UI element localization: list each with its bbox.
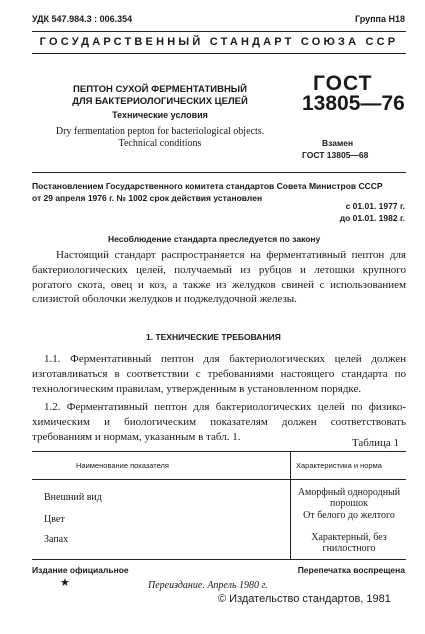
paragraph-1-2: 1.2. Ферментативный пептон для бактериологических целей по физико-химическим и биологическим показателям должен соответствовать требованиям и нормам, указанным в табл. 1. (32, 401, 406, 443)
valid-from: с 01.01. 1977 г. (345, 201, 405, 211)
top-rule (32, 31, 406, 32)
decree-text (32, 180, 383, 204)
copyright: © Издательство стандартов, 1981 (218, 593, 391, 605)
title-rule (32, 172, 406, 173)
title-line-2: ДЛЯ БАКТЕРИОЛОГИЧЕСКИХ ЦЕЛЕЙ (72, 96, 248, 107)
title-line-1: ПЕПТОН СУХОЙ ФЕРМЕНТАТИВНЫЙ (73, 84, 247, 95)
table-column-divider (290, 452, 291, 559)
intro-paragraph: Настоящий стандарт распространяется на ферментативный пептон для бактериологических целей, получаемый из рубцов и летошки крупного рогатого скота, овец и коз, а также из желудков свиней с использованием слизистой оболочки желудков и поджелудочной железы. (32, 249, 406, 306)
official-edition: Издание официальное (32, 565, 129, 575)
legal-notice: Несоблюдение стандарта преследуется по закону (108, 234, 321, 244)
table-row-value: От белого до желтого (303, 510, 395, 521)
decree-line-2: от 29 апреля 1976 г. № 1002 срок действия установлен (32, 193, 263, 203)
replaced-label: Взамен (322, 138, 354, 148)
table-header-rule (32, 479, 406, 480)
group-code: Группа Н18 (354, 14, 405, 24)
banner-rule (32, 53, 406, 54)
udk-code: УДК 547.984.3 : 006.354 (32, 14, 133, 24)
table-row-value: Аморфный однородный порошок (297, 487, 401, 509)
decree-line-1: Постановлением Государственного комитета стандартов Совета Министров СССР (32, 181, 383, 191)
gost-number: 13805—76 (302, 92, 405, 115)
table-header-norm: Характеристика и норма (296, 461, 382, 470)
table-caption: Таблица 1 (351, 437, 399, 449)
table-row-name: Запах (44, 534, 69, 545)
paragraph-1-1: 1.1. Ферментативный пептон для бактериологических целей должен изготавливаться в соответствии с требованиями настоящего стандарта по технологическим правилам, утвержденным в установленном порядке. (32, 353, 406, 395)
valid-to: до 01.01. 1982 г. (339, 213, 405, 223)
table-row-name: Цвет (44, 514, 65, 525)
replaced-standard: ГОСТ 13805—68 (302, 150, 369, 160)
table-row-value: Характерный, без гнилостного (311, 532, 387, 554)
document-title (40, 84, 280, 108)
table-header-name: Наименование показателя (76, 461, 169, 470)
section-title: 1. ТЕХНИЧЕСКИЕ ТРЕБОВАНИЯ (146, 332, 281, 342)
document-subtitle: Технические условия (112, 110, 208, 120)
gost-label: ГОСТ (313, 72, 373, 95)
english-title: Dry fermentation pepton for bacteriological objects. Technical conditions (55, 126, 265, 149)
requirements-table (32, 451, 406, 560)
reprint-note: Переиздание. Апрель 1980 г. (148, 580, 268, 591)
standard-banner: ГОСУДАРСТВЕННЫЙ СТАНДАРТ СОЮЗА ССР (39, 36, 399, 48)
reprint-banned: Перепечатка воспрещена (297, 565, 405, 575)
star-icon: ★ (60, 577, 70, 589)
table-row-name: Внешний вид (44, 492, 102, 503)
